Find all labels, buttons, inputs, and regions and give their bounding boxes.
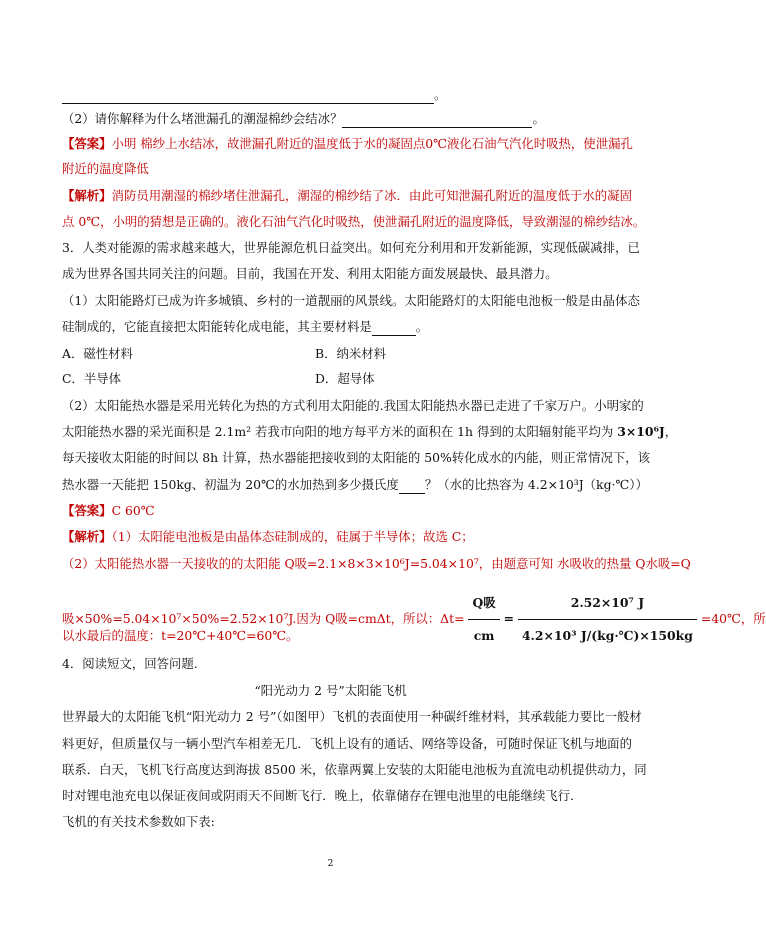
answer-line: 附近的温度降低 xyxy=(62,161,149,176)
answer-blank xyxy=(342,115,532,128)
problem-3-part-1: （1）太阳能路灯已成为许多城镇、乡村的一道靓丽的风景线。太阳能路灯的太阳能电池板一般是由晶体态 xyxy=(62,293,640,308)
article-title: “阳光动力 2 号”太阳能飞机 xyxy=(254,683,407,698)
article-text: 联系．白天，飞机飞行高度达到海拔 8500 米，依靠两翼上安装的太阳能电池板为直流电动机提供动力，同 xyxy=(62,762,647,777)
article-text: 世界最大的太阳能飞机“阳光动力 2 号”（如图甲）飞机的表面使用一种碳纤维材料，其承载能力要比一般材 xyxy=(62,709,642,724)
problem-3-part-2: 热水器一天能把 150kg、初温为 20℃的水加热到多少摄氏度 ？（水的比热容为 4.2×10³J（kg·℃）） xyxy=(62,477,648,492)
page-number: 2 xyxy=(327,859,334,869)
answer-blank xyxy=(372,323,416,336)
analysis-line: （2）太阳能热水器一天接收的的太阳能 Q吸=2.1×8×3×10⁶J=5.04×10⁷，由题意可知 水吸收的热量 Q水吸=Q xyxy=(62,556,691,571)
option-d: D．超导体 xyxy=(315,371,375,386)
formula-fraction: $\frac{\text{Q吸}}{cm}$ xyxy=(468,588,499,651)
analysis-line: 【解析】（1）太阳能电池板是由晶体态硅制成的，硅属于半导体；故选 C； xyxy=(62,529,474,544)
answer-line: 【答案】C 60℃ xyxy=(62,503,155,518)
article-text: 时对锂电池充电以保证夜间或阴雨天不间断飞行．晚上，依靠储存在锂电池里的电能继续飞行． xyxy=(62,788,583,803)
formula-fraction: $\frac{\text{2.52×10⁷ J}}{\text{4.2×10³ J/(kg·℃)×150kg}}$ xyxy=(518,588,697,651)
analysis-line: 以水最后的温度：t=20℃+40℃=60℃。 xyxy=(62,628,299,643)
problem-3-part-2: 每天接收太阳能的时间以 8h 计算，热水器能把接收到的太阳能的 50%转化成水的内能，则正常情况下，该 xyxy=(62,450,651,465)
problem-3-text: 成为世界各国共同关注的问题。目前，我国在开发、利用太阳能方面发展最快、最具潜力。 xyxy=(62,266,558,281)
article-text: 料更好，但质量仅与一辆小型汽车相差无几．飞机上设有的通话、网络等设备，可随时保证飞机与地面的 xyxy=(62,736,632,751)
problem-3-text: 3．人类对能源的需求越来越大，世界能源危机日益突出。如何充分利用和开发新能源，实现低碳减排，已 xyxy=(62,240,640,255)
analysis-formula-line: 吸×50%=5.04×10⁷×50%=2.52×10⁷J.因为 Q吸=cmΔt，所以：Δt= $\frac{\text{Q吸}}{cm}$ = $\frac{\text{2.52×10⁷ J}}{\text{4.2×10³ J/(kg·℃)×150kg}}$ =40℃，所 xyxy=(62,588,766,651)
answer-blank xyxy=(399,481,425,494)
question-2: （2）请你解释为什么堵泄漏孔的潮湿棉纱会结冰？ 。 xyxy=(62,111,545,126)
option-c: C．半导体 xyxy=(62,371,122,386)
q1-answer-line: 。 xyxy=(62,86,446,104)
option-a: A．磁性材料 xyxy=(62,346,133,361)
answer-blank xyxy=(62,91,434,104)
analysis-line: 点 0℃，小明的猜想是正确的。液化石油气汽化时吸热，使泄漏孔附近的温度降低，导致潮湿的棉纱结冰。 xyxy=(62,214,646,229)
problem-3-part-2: （2）太阳能热水器是采用光转化为热的方式利用太阳能的.我国太阳能热水器已走进了千家万户。小明家的 xyxy=(62,398,644,413)
article-text: 飞机的有关技术参数如下表: xyxy=(62,814,215,829)
problem-3-part-1: 硅制成的，它能直接把太阳能转化成电能，其主要材料是 。 xyxy=(62,319,429,334)
problem-3-part-2: 太阳能热水器的采光面积是 2.1m² 若我市向阳的地方每平方米的面积在 1h 得到的太阳辐射能平均为 3×10⁶J， xyxy=(62,424,678,439)
option-b: B．纳米材料 xyxy=(315,346,387,361)
problem-4-text: 4．阅读短文，回答问题. xyxy=(62,656,198,671)
analysis-line: 【解析】消防员用潮湿的棉纱堵住泄漏孔，潮湿的棉纱结了冰．由此可知泄漏孔附近的温度低于水的凝固 xyxy=(62,188,632,203)
answer-line: 【答案】小明 棉纱上水结冰，故泄漏孔附近的温度低于水的凝固点0℃液化石油气汽化时吸热，使泄漏孔 xyxy=(62,136,633,151)
